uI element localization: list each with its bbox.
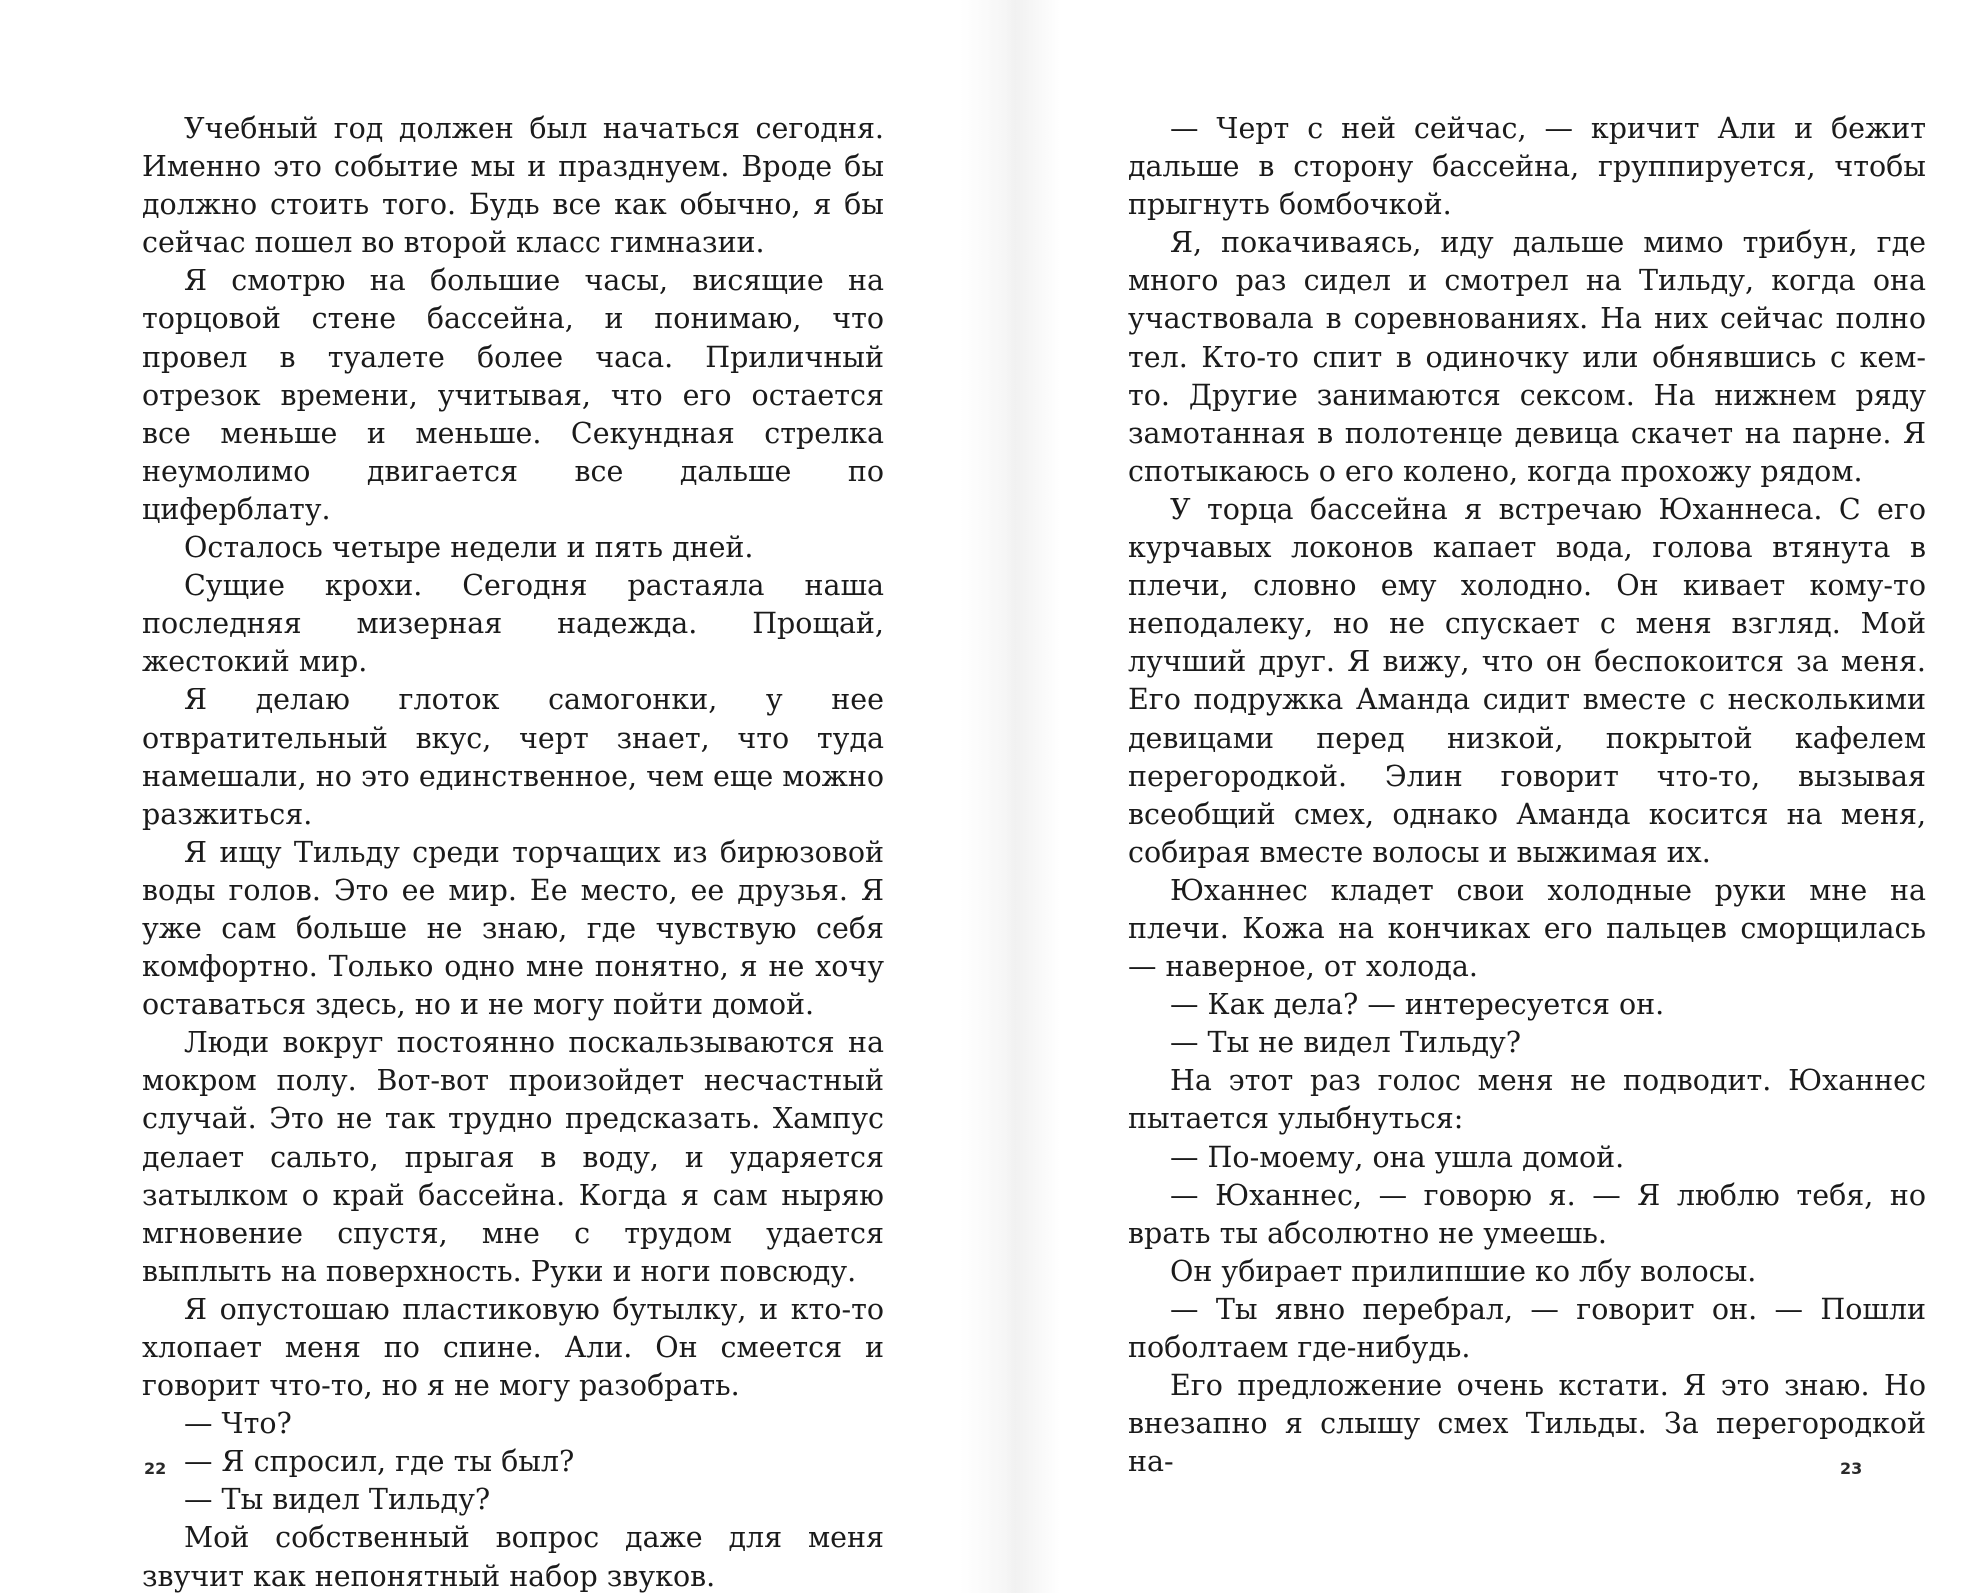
dialogue-line: — Черт с ней сейчас, — кричит Али и бежит дальше в сторону бассейна, группируется, чтобы прыгнуть бомбочкой. [1128,112,1926,222]
paragraph: На этот раз голос меня не подводит. Юханнес пытается улыбнуться: [1128,1064,1926,1136]
paragraph: Его предложение очень кстати. Я это знаю. Но внезапно я слышу смех Тильды. За перегородкой на- [1128,1369,1926,1479]
dialogue-line: — Ты не видел Тильду? [1170,1026,1522,1060]
left-page-text [142,110,884,1596]
dialogue-line: — Как дела? — интересуется он. [1170,988,1665,1022]
dialogue-line: — Ты видел Тильду? [184,1483,491,1517]
paragraph: Мой собственный вопрос даже для меня звучит как непонятный набор звуков. [142,1521,884,1593]
paragraph: Люди вокруг постоянно поскальзываются на мокром полу. Вот-вот произойдет несчастный случай. Это не так трудно предсказать. Хампус делает сальто, прыгая в воду, и ударяется затылком о край бассейна. Когда я сам ныряю мгновение спустя, мне с трудом удается выплыть на поверхность. Руки и ноги повсюду. [142,1026,884,1288]
paragraph: Я, покачиваясь, иду дальше мимо трибун, где много раз сидел и смотрел на Тильду, когда она участвовала в соревнованиях. На них сейчас полно тел. Кто-то спит в одиночку или обнявшись с кем-то. Другие занимаются сексом. На нижнем ряду замотанная в полотенце девица скачет на парне. Я спотыкаюсь о его колено, когда прохожу рядом. [1128,226,1926,488]
right-page [1060,0,1987,1593]
paragraph: Учебный год должен был начаться сегодня. Именно это событие мы и празднуем. Вроде бы должно стоить того. Будь все как обычно, я бы сейчас пошел во второй класс гимназии. [142,112,884,260]
book-gutter [960,0,1060,1593]
paragraph: Я ищу Тильду среди торчащих из бирюзовой воды голов. Это ее мир. Ее место, ее друзья. Я уже сам больше не знаю, где чувствую себя комфортно. Только одно мне понятно, я не хочу оставаться здесь, но и не могу пойти домой. [142,835,884,1022]
dialogue-line: — По-моему, она ушла домой. [1170,1140,1625,1174]
dialogue-line: — Юханнес, — говорю я. — Я люблю тебя, но врать ты абсолютно не умеешь. [1128,1178,1926,1250]
dialogue-line: — Что? [184,1407,292,1441]
paragraph: Юханнес кладет свои холодные руки мне на плечи. Кожа на кончиках его пальцев сморщилась — наверное, от холода. [1128,873,1926,984]
page-number: 23 [1840,1459,1863,1478]
paragraph: Сущие крохи. Сегодня растаяла наша последняя мизерная надежда. Прощай, жестокий мир. [142,569,884,679]
right-page-text [1128,110,1926,1481]
dialogue-line: — Ты явно перебрал, — говорит он. — Пошли поболтаем где-нибудь. [1128,1292,1926,1364]
left-page [0,0,960,1593]
paragraph: Я смотрю на большие часы, висящие на торцовой стене бассейна, и понимаю, что провел в туалете более часа. Приличный отрезок времени, учитывая, что его остается все меньше и меньше. Секундная стрелка неумолимо двигается все дальше по циферблату. [142,264,884,526]
dialogue-line: — Я спросил, где ты был? [184,1445,575,1479]
paragraph: У торца бассейна я встречаю Юханнеса. С его курчавых локонов капает вода, голова втянута в плечи, словно ему холодно. Он кивает кому-то неподалеку, но не спускает с меня взгляд. Мой лучший друг. Я вижу, что он беспокоится за меня. Его подружка Аманда сидит вместе с несколькими девицами перед низкой, покрытой кафелем перегородкой. Элин говорит что-то, вызывая всеобщий смех, однако Аманда косится на меня, собирая вместе волосы и выжимая их. [1128,492,1926,869]
page-number: 22 [144,1459,167,1478]
paragraph: Я делаю глоток самогонки, у нее отвратительный вкус, черт знает, что туда намешали, но это единственное, чем еще можно разжиться. [142,683,884,831]
paragraph: Он убирает прилипшие ко лбу волосы. [1170,1254,1757,1288]
paragraph: Я опустошаю пластиковую бутылку, и кто-то хлопает меня по спине. Али. Он смеется и говорит что-то, но я не могу разобрать. [142,1292,884,1403]
paragraph: Осталось четыре недели и пять дней. [184,531,754,565]
